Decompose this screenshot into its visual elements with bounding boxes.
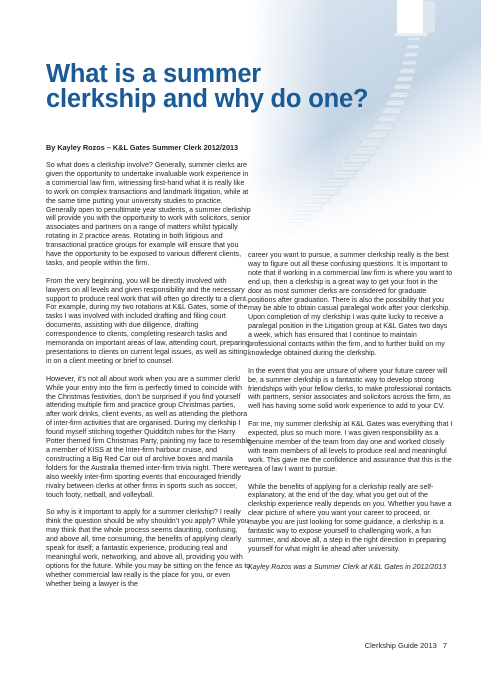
paragraph: career you want to pursue, a summer clerkship really is the best way to figure out all these confusing questions. It is important to note that if working in a commercial law firm is where you want to end up, then a clerkship is a great way to get your foot in the door as most summer clerks are considered for graduate positions after graduation. There is also the possibility that you may be able to obtain casual paralegal work after your clerkship. Upon completion of my clerkship I was quite lucky to receive a paralegal position in the Litigation group at K&L Gates two days a week, which has ensured that I continue to maintain professional contacts within the firm, and to further build on my knowledge obtained during the clerkship. [248,251,453,357]
paragraph: In the event that you are unsure of where your future career will be, a summer clerkship is a fantastic way to develop strong friendships with your fellow clerks, to make professional contacts with partners, senior associates and solicitors across the firm, as well has having some solid work experience to add to your CV. [248,366,452,411]
page-number: 7 [442,641,447,650]
paragraph: From the very beginning, you will be directly involved with lawyers on all levels and given responsibility and the necessary support to produce real work that will often go directly to a client. For example, during my two rotations at K&L Gates, some of the tasks I was involved with included drafting and filing court documents, assisting with due diligence, drafting correspondence to clients, completing research tasks and memoranda on important areas of law, attending court, preparing presentations to clients on current legal issues, as well as sitting in on a client meeting or brief to counsel. [46,276,250,365]
publication-name: Clerkship Guide 2013 [364,641,437,650]
article-column-left [46,161,251,597]
staircase-door-icon [247,0,481,252]
paragraph: So why is it important to apply for a summer clerkship? I really think the question should be why shouldn’t you apply? While you may think that the whole process seems daunting, confusing, and above all, time consuming, the benefits of applying clearly speak for itself; a fantastic experience, producing real and meaningful work, networking, and above all, providing you with options for the future. While you may be sitting on the fence as to whether commercial law really is the place for you, or even whether being a lawyer is the [46,508,251,588]
paragraph: So what does a clerkship involve? Generally, summer clerks are given the opportunity to undertake invaluable work experience in a commercial law firm, witnessing first-hand what it is really like to work on complex transactions and landmark litigation, while at the same time putting your university studies to practice. Generally open to penultimate year students, a summer clerkship will provide you with the opportunity to work with solicitors, senior associates and partners on a range of matters whilst typically rotating in 2 practice areas. Rotating in both litigious and transactional practice groups for example will ensure that you have the opportunity to be exposed to various different clients, tasks, and people within the firm. [46,161,251,267]
paragraph: For me, my summer clerkship at K&L Gates was everything that I expected, plus so much more. I was given responsibility as a genuine member of the team from day one and worked closely with team members of all levels to produce real and meaningful work. This gave me the confidence and assurance that this is the area of law I want to pursue. [248,420,453,473]
author-byline: By Kayley Rozos – K&L Gates Summer Clerk 2012/2013 [46,143,239,152]
paragraph: While the benefits of applying for a clerkship really are self-explanatory, at the end of the day, what you get out of the clerkship experience really depends on you. Whether you have a clear picture of where you want your career to proceed, or maybe you are just looking for some guidance, a clerkship is a fantastic way to expose yourself to challenging work, a fun summer, and above all, a step in the right direction in preparing yourself for what might lie ahead after university. [248,482,452,553]
hero-image-staircase [247,0,481,252]
paragraph: However, it’s not all about work when you are a summer clerk! While your entry into the firm is perfectly timed to coincide with the Christmas festivities, don’t be surprised if you find yourself attending multiple firm and practice group Christmas parties, after work drinks, client events, as well as attending the plethora of inter-firm activities that are organised. During my clerkship I found myself stitching together Quidditch robes for the Harry Potter themed firm Christmas Party, painting my face to resemble a member of KISS at the Inter-firm harbour cruise, and constructing a Big Red Car out of archive boxes and manila folders for the Australia themed inter-firm trivia night. There were also weekly inter-firm sporting events that encouraged friendly rivalry between clerks at other firms in sports such as soccer, touch footy, netball, and volleyball. [46,374,251,499]
author-note: Kayley Rozos was a Summer Clerk at K&L Gates in 2012/2013 [248,562,447,571]
page-title: What is a summer clerkship and why do one? [46,60,369,113]
page-footer [365,641,447,650]
article-column-right [248,251,453,580]
